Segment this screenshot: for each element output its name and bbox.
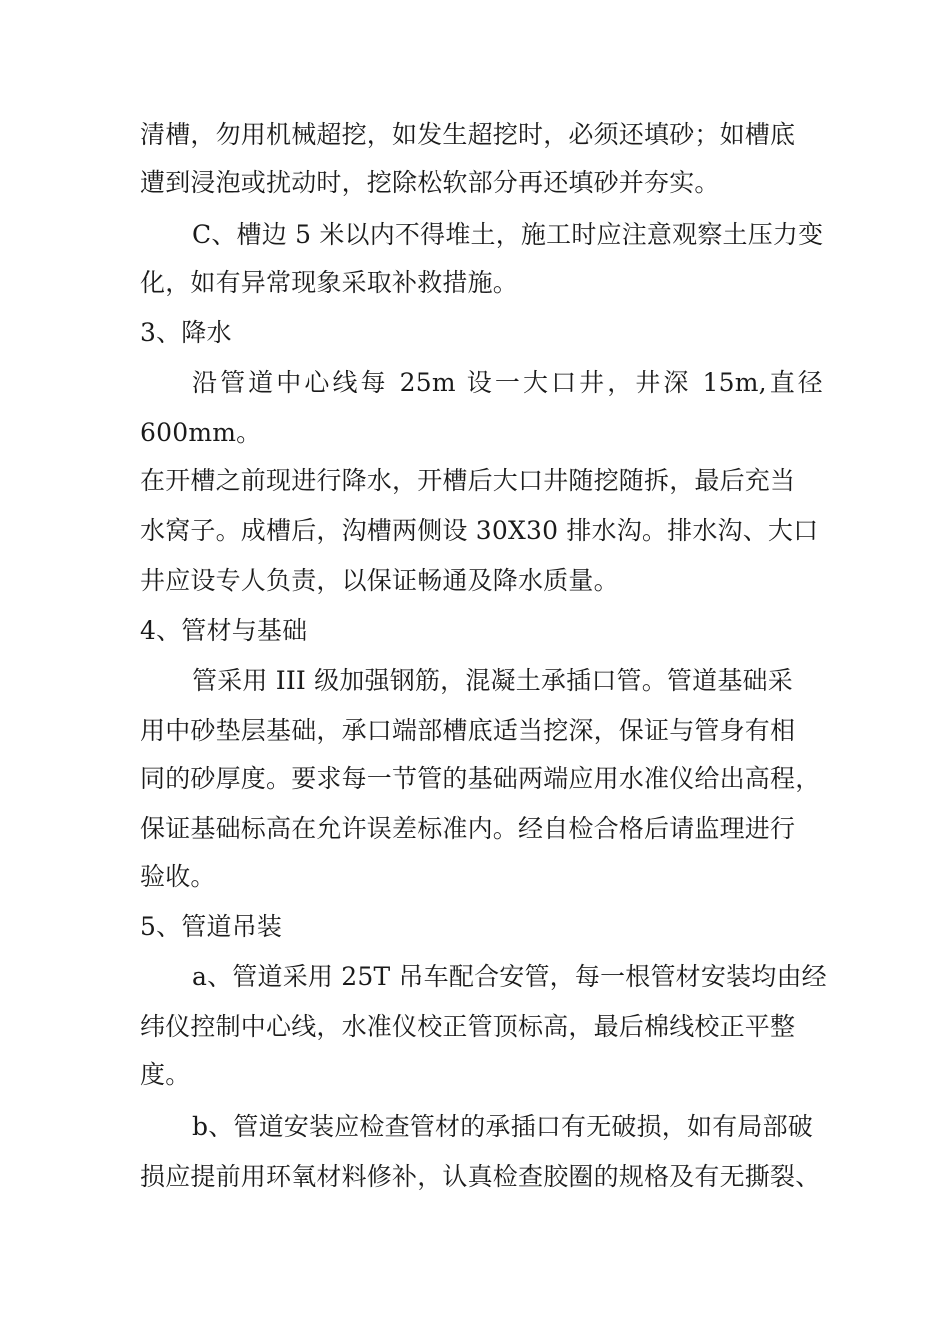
text-line: 600mm。 [140,418,262,447]
section-heading: 4、管材与基础 [140,616,308,645]
section-heading: 3、降水 [140,318,232,347]
text-line: b、管道安装应检查管材的承插口有无破损，如有局部破 [192,1112,814,1141]
section-heading: 5、管道吊装 [140,912,283,941]
text-line: a、管道采用 25T 吊车配合安管，每一根管材安装均由经 [192,962,827,991]
text-line: 纬仪控制中心线，水准仪校正管顶标高，最后棉线校正平整 [140,1012,796,1041]
text-line: 在开槽之前现进行降水，开槽后大口井随挖随拆，最后充当 [140,466,796,495]
text-line: 化，如有异常现象采取补救措施。 [140,268,519,297]
text-line: 损应提前用环氧材料修补，认真检查胶圈的规格及有无撕裂、 [140,1162,821,1191]
text-line: 遭到浸泡或扰动时，挖除松软部分再还填砂并夯实。 [140,168,720,197]
text-line: 度。 [140,1060,191,1089]
text-line: 管采用 III 级加强钢筋，混凝土承插口管。管道基础采 [192,666,793,695]
text-line: 保证基础标高在允许误差标准内。经自检合格后请监理进行 [140,814,796,843]
text-line: C、槽边 5 米以内不得堆土，施工时应注意观察土压力变 [192,220,824,249]
text-line: 同的砂厚度。要求每一节管的基础两端应用水准仪给出高程， [140,764,821,793]
text-line: 用中砂垫层基础，承口端部槽底适当挖深，保证与管身有相 [140,716,796,745]
text-line: 水窝子。成槽后，沟槽两侧设 30X30 排水沟。排水沟、大口 [140,516,819,545]
text-line: 清槽，勿用机械超挖，如发生超挖时，必须还填砂；如槽底 [140,120,796,149]
text-line: 井应设专人负责，以保证畅通及降水质量。 [140,566,619,595]
text-line: 沿管道中心线每 25m 设一大口井，井深 15m,直径 [192,368,823,397]
text-line: 验收。 [140,862,216,891]
